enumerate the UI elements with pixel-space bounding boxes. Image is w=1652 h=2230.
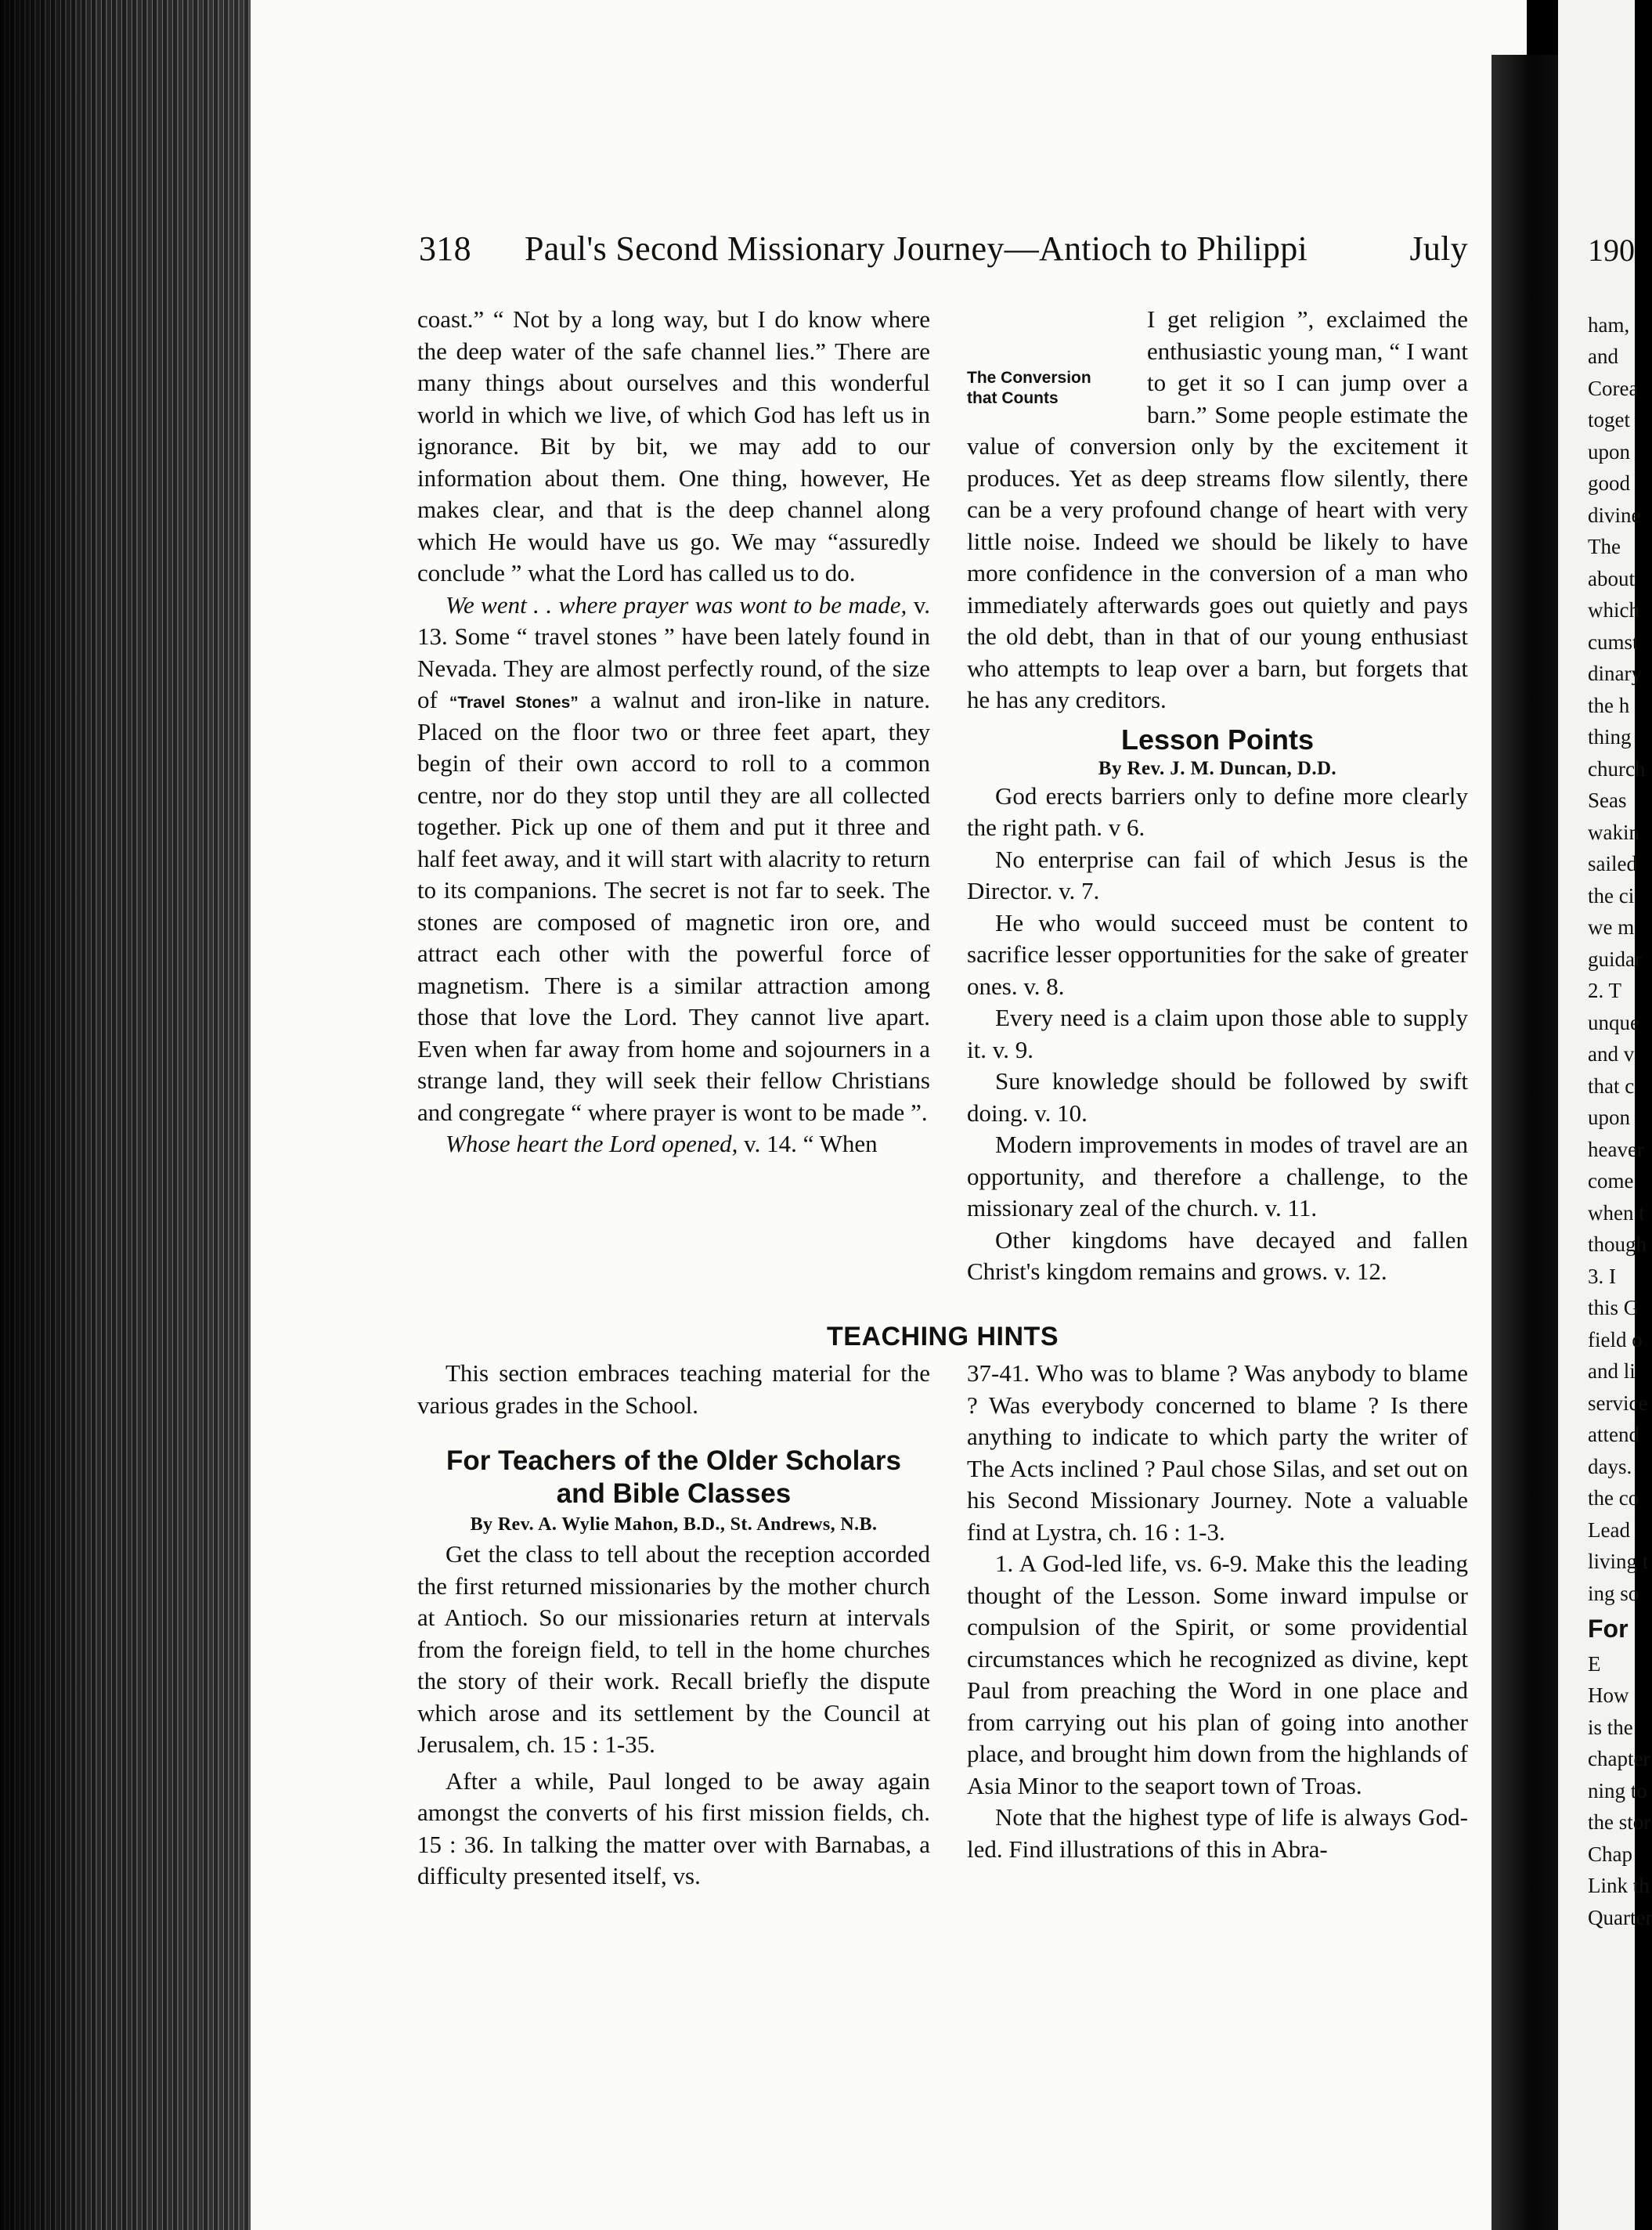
facing-page-fragment: and (1588, 345, 1618, 368)
facing-page-fragment: 190 (1588, 233, 1635, 268)
facing-page-fragment: about (1588, 567, 1635, 590)
facing-page-fragment: Quarter (1588, 1906, 1652, 1929)
lesson-point: No enterprise can fail of which Jesus is the Director. v. 7. (967, 845, 1468, 904)
page-header (419, 229, 1468, 283)
facing-page-fragment: is the (1588, 1716, 1633, 1739)
subsection-heading-line: For Teachers of the Older Scholars (446, 1445, 901, 1476)
lesson-point: God erects barriers only to define more clearly the right path. v 6. (967, 781, 1468, 841)
facing-page-fragment: Seas (1588, 788, 1627, 812)
column-right-top (967, 304, 1468, 1288)
facing-page-fragment: Chap (1588, 1842, 1632, 1866)
facing-page-fragment: wakin (1588, 821, 1639, 844)
facing-page-fragment: chapter (1588, 1747, 1650, 1770)
facing-page-fragment: good (1588, 471, 1630, 495)
facing-page-fragment: and li (1588, 1359, 1636, 1383)
facing-page-fragment: cumst (1588, 630, 1639, 654)
facing-page-fragment: come (1588, 1169, 1634, 1193)
header-month: July (1409, 229, 1468, 268)
side-heading-travel-stones: “Travel Stones” (449, 694, 579, 712)
facing-page-fragment: church (1588, 757, 1646, 781)
facing-page-fragment: E (1588, 1652, 1601, 1676)
paragraph: coast.” “ Not by a long way, but I do know where the deep water of the safe channel lies.” There are many things about ourselves and this wonderful world in which we live, of which God has left us in ignorance. Bit by bit, we may add to our information about them. One thing, however, He makes clear, and that is the deep channel along which He would have us go. We may “assuredly conclude ” what the Lord has called us to do. (417, 305, 930, 586)
paragraph-text: a walnut and iron-like in nature. Placed on the floor two or three feet apart, they begin of their own accord to roll to a common centre, nor do they stop until they are all collected together. Pick up one of them and put it three and half feet away, and it will start with alacrity to return to its companions. The secret is not far to seek. The stones are composed of magnetic iron ore, and attract each other with the powerful force of magnetism. There is a similar attraction among those that love the Lord. They cannot live apart. Even when far away from home and sojourners in a strange land, they will seek their fellow Christians and congregate “ where prayer is wont to be made ”. (417, 686, 931, 1126)
page-number: 318 (419, 229, 471, 268)
column-left-bottom (417, 1358, 930, 1893)
facing-page-fragment: the ci (1588, 884, 1635, 908)
paragraph: After a while, Paul longed to be away again amongst the converts of his first mission fields, ch. 15 : 36. In talking the matter over with Barnabas, a difficulty presented itself, vs. (417, 1766, 930, 1889)
lesson-point: He who would succeed must be content to sacrifice lesser opportunities for the sake of greater ones. v. 8. (967, 908, 1468, 1000)
facing-page-fragment: ing so (1588, 1582, 1639, 1605)
facing-page-fragment: unque (1588, 1011, 1639, 1034)
paragraph: Get the class to tell about the reception accorded the first returned missionaries by the mother church at Antioch. So our missionaries return at intervals from the foreign field, to tell in the home churches the story of their work. Recall briefly the dispute which arose and its settlement by the Council at Jerusalem, ch. 15 : 1-35. (417, 1540, 930, 1758)
facing-page-fragment: that c (1588, 1074, 1635, 1098)
facing-page-fragment: The (1588, 535, 1621, 558)
lesson-point: Sure knowledge should be followed by swift doing. v. 10. (967, 1067, 1468, 1127)
facing-page-fragment: this G (1588, 1296, 1639, 1319)
column-left-top (417, 304, 930, 1160)
side-heading-box (967, 368, 1139, 409)
facing-page-fragment: when t (1588, 1201, 1645, 1225)
paragraph-text: v. 13. Some “ travel stones ” have been lately found in Nevada. They are almost perfectly round, of the size of (417, 590, 931, 713)
facing-page-fragment: dinary (1588, 662, 1642, 685)
facing-page-fragment: How (1588, 1683, 1629, 1707)
scripture-ref: We went . . where prayer was wont to be made, (445, 590, 907, 619)
paragraph: 37-41. Who was to blame ? Was anybody to blame ? Was everybody concerned to blame ? Is there anything to indicate to which party the writer of The Acts inclined ? Paul chose Silas, and set out on his Second Missionary Journey. Note a valuable find at Lystra, ch. 16 : 1-3. (967, 1359, 1468, 1546)
side-heading-line: that Counts (967, 389, 1059, 407)
facing-page-fragment: though (1588, 1232, 1647, 1256)
subsection-heading-line: and Bible Classes (556, 1478, 792, 1509)
lesson-points-title: Lesson Points (1120, 723, 1315, 756)
facing-page-fragment: upon (1588, 1106, 1630, 1129)
facing-page-fragment: field o (1588, 1328, 1643, 1351)
facing-page-fragment: the co (1588, 1486, 1639, 1510)
paragraph (417, 1128, 930, 1160)
facing-page-fragment: attend (1588, 1423, 1639, 1446)
paragraph: 1. A God-led life, vs. 6-9. Make this the leading thought of the Lesson. Some inward impulse or compulsion of the Spirit, or some providential circumstances which he recognized as divine, kept Paul from preaching the Word in one place and from carrying out his plan of going into another place, and brought him down from the highlands of Asia Minor to the seaport town of Troas. (967, 1550, 1468, 1799)
facing-page-fragment: we m (1588, 915, 1635, 939)
side-heading-line: The Conversion (967, 369, 1091, 387)
facing-page-fragment: which (1588, 598, 1639, 622)
facing-page-fragment: service (1588, 1391, 1648, 1415)
paragraph-text: v. 14. “ When (744, 1130, 878, 1157)
lesson-point: Every need is a claim upon those able to supply it. v. 9. (967, 1004, 1468, 1063)
facing-page-fragment: the h (1588, 694, 1630, 717)
lesson-point: Other kingdoms have decayed and fallen Christ's kingdom remains and grows. v. 12. (967, 1225, 1468, 1285)
facing-page-fragment: thing (1588, 725, 1632, 749)
facing-page (1558, 0, 1652, 2230)
lesson-point: Modern improvements in modes of travel are an opportunity, and therefore a challenge, to the missionary zeal of the church. v. 11. (967, 1131, 1468, 1221)
paragraph: I get religion ”, exclaimed the enthusiastic young man, “ I want to get it so I can jump over a barn.” Some people estimate the value of conversion only by the excitement it produces. Yet as deep streams flow silently, there can be a very profound change of heart with very little noise. Indeed we should be likely to have more confidence in the conversion of a man who immediately afterwards goes out quietly and pays the old debt, than in that of our young enthusiast who attempts to leap over a barn, but forgets that he has any creditors. (967, 305, 1468, 713)
column-right-bottom (967, 1358, 1468, 1865)
facing-page-fragment: For (1588, 1615, 1629, 1643)
paragraph (417, 590, 930, 1129)
subsection-byline: By Rev. A. Wylie Mahon, B.D., St. Andrews, N.B. (470, 1514, 878, 1535)
facing-page-fragment: days. (1588, 1455, 1632, 1478)
facing-page-fragment: living t (1588, 1550, 1649, 1573)
facing-page-fragment: 3. I (1588, 1265, 1616, 1288)
facing-page-fragment: and v (1588, 1042, 1635, 1066)
book-gutter (1491, 55, 1566, 2230)
facing-page-fragment: divine (1588, 503, 1641, 527)
facing-page-fragment: heaver (1588, 1138, 1644, 1161)
facing-page-fragment: the stor (1588, 1810, 1651, 1834)
facing-page-fragment: Lead (1588, 1518, 1630, 1542)
page-stack-edge (0, 0, 251, 2230)
facing-page-fragment: 2. T (1588, 979, 1622, 1002)
scripture-ref: Whose heart the Lord opened, (445, 1130, 738, 1157)
facing-page-fragment: ning to (1588, 1779, 1647, 1802)
facing-page-fragment: ham, (1588, 313, 1630, 337)
facing-page-fragment: sailed (1588, 852, 1637, 875)
section-intro: This section embraces teaching material for the various grades in the School. (417, 1359, 930, 1419)
facing-page-fragment: Link th (1588, 1874, 1650, 1897)
lesson-points-byline: By Rev. J. M. Duncan, D.D. (1098, 757, 1337, 779)
facing-page-fragment: toget (1588, 408, 1630, 431)
paragraph: Note that the highest type of life is always God-led. Find illustrations of this in Abra- (967, 1803, 1468, 1863)
teaching-hints-heading: TEACHING HINTS (827, 1322, 1059, 1351)
facing-page-fragment: upon (1588, 440, 1630, 464)
facing-page-fragment: guidar (1588, 947, 1642, 971)
running-title: Paul's Second Missionary Journey—Antioch to Philippi (525, 229, 1308, 268)
facing-page-fragment: Corea (1588, 377, 1639, 400)
